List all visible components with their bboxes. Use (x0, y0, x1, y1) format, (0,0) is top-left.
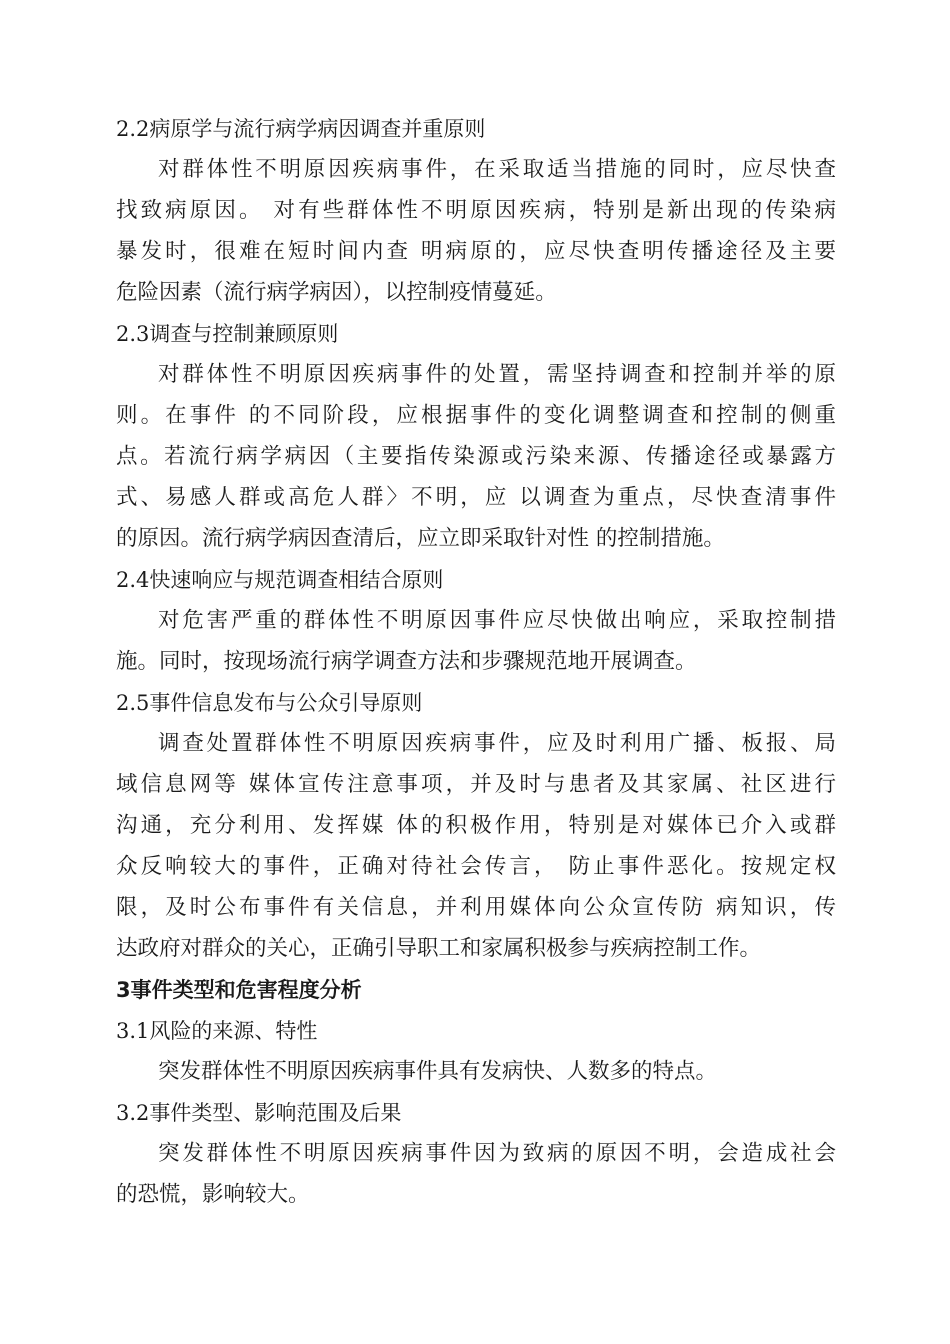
section-heading-3-1: 3.1风险的来源、特性 (116, 1019, 318, 1043)
paragraph-line: 暴发时，很难在短时间内查 明病原的，应尽快查明传播途径及主要 (116, 239, 836, 264)
paragraph-line: 突发群体性不明原因疾病事件因为致病的原因不明，会造成社会 (158, 1141, 836, 1166)
paragraph-line: 的原因。流行病学病因查清后，应立即采取针对性 的控制措施。 (116, 526, 725, 551)
paragraph-line: 调查处置群体性不明原因疾病事件，应及时利用广播、板报、局 (158, 731, 836, 756)
paragraph-line: 的恐慌，影响较大。 (116, 1182, 310, 1207)
paragraph-line: 对群体性不明原因疾病事件的处置，需坚持调查和控制并举的原 (158, 362, 836, 387)
section-heading-2-3: 2.3调查与控制兼顾原则 (116, 322, 339, 346)
paragraph-line: 点。若流行病学病因（主要指传染源或污染来源、传播途径或暴露方 (116, 444, 836, 469)
section-heading-3-2: 3.2事件类型、影响范围及后果 (116, 1101, 402, 1125)
paragraph-line: 达政府对群众的关心，正确引导职工和家属积极参与疾病控制工作。 (116, 936, 762, 961)
section-heading-2-5: 2.5事件信息发布与公众引导原则 (116, 691, 423, 715)
section-heading-2-4: 2.4快速响应与规范调查相结合原则 (116, 568, 444, 592)
paragraph-line: 众反响较大的事件，正确对待社会传言， 防止事件恶化。按规定权 (116, 854, 836, 879)
paragraph-line: 域信息网等 媒体宣传注意事项，并及时与患者及其家属、社区进行 (116, 772, 836, 797)
paragraph-line: 沟通，充分利用、发挥媒 体的积极作用，特别是对媒体已介入或群 (116, 813, 836, 838)
chapter-heading-3: 3事件类型和危害程度分析 (116, 978, 362, 1002)
paragraph-line: 限，及时公布事件有关信息，并利用媒体向公众宣传防 病知识，传 (116, 895, 836, 920)
paragraph-line: 对群体性不明原因疾病事件，在采取适当措施的同时，应尽快查 (158, 157, 836, 182)
section-heading-2-2: 2.2病原学与流行病学病因调查并重原则 (116, 117, 486, 141)
paragraph-line: 则。在事件 的不同阶段，应根据事件的变化调整调查和控制的侧重 (116, 403, 836, 428)
paragraph-line: 危险因素（流行病学病因），以控制疫情蔓延。 (116, 280, 557, 305)
paragraph-line: 突发群体性不明原因疾病事件具有发病快、人数多的特点。 (158, 1059, 718, 1084)
paragraph-line: 找致病原因。 对有些群体性不明原因疾病，特别是新出现的传染病 (116, 198, 836, 223)
paragraph-line: 式、易感人群或高危人群〉不明，应 以调查为重点，尽快查清事件 (116, 485, 836, 510)
paragraph-line: 施。同时，按现场流行病学调查方法和步骤规范地开展调查。 (116, 649, 697, 674)
paragraph-line: 对危害严重的群体性不明原因事件应尽快做出响应，采取控制措 (158, 608, 836, 633)
